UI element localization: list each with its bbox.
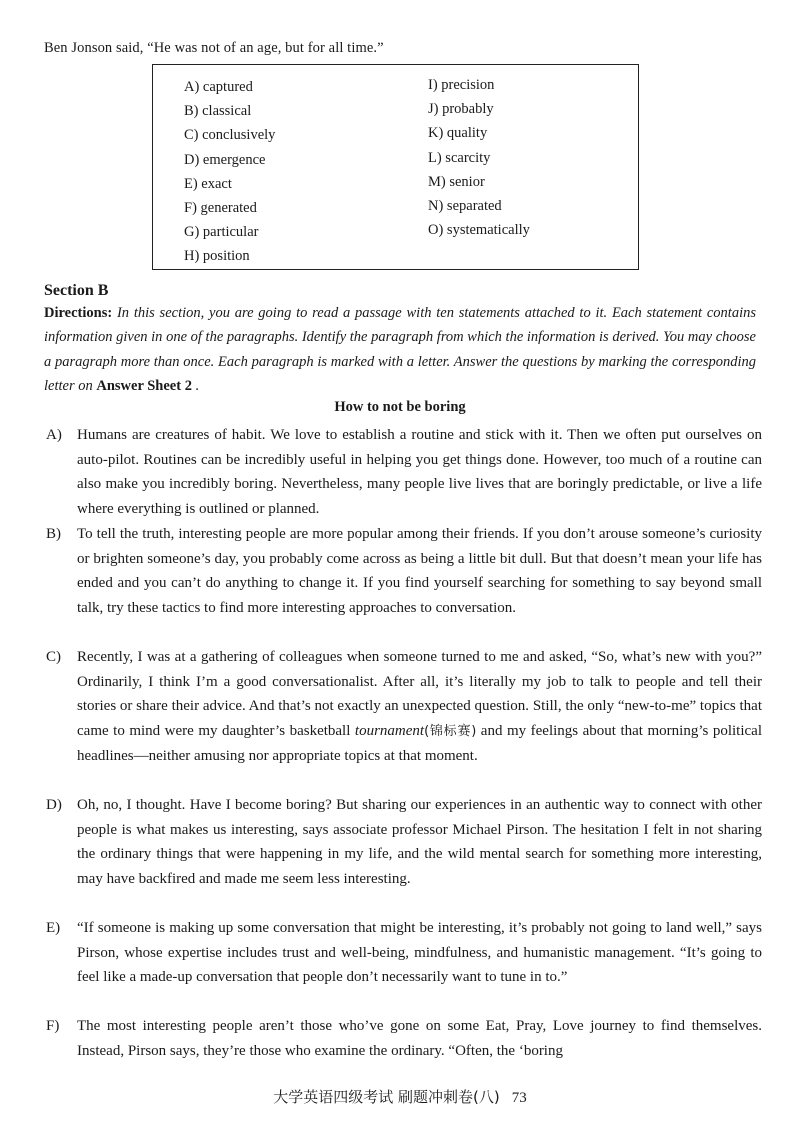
paragraph-italic-word: tournament	[354, 722, 425, 739]
paragraph-text: Humans are creatures of habit. We love to establish a routine and stick with it. Then we often put ourselves on auto-pilot. Routines can be incredibly useful in helping you get things done. However, too much of a routine can also make you incredibly boring. Nevertheless, many people live lives that are boringly predictable, or live a life where everything is outlined or planned.	[77, 427, 762, 517]
paragraph-text: and my feelings about that morning’s political headlines—neither amusing nor appropriate topics at that moment.	[77, 722, 762, 765]
passage-title: How to not be boring	[334, 399, 466, 415]
word-option: O) systematically	[428, 222, 530, 239]
paragraph-d	[44, 793, 762, 916]
directions-body: In this section, you are going to read a passage with ten statements attached to it. Each statement contains information given in one of the paragraphs. Identify the paragraph from which the information is derived. You may choose a paragraph more than once. Each paragraph is marked with a letter. Answer the questions by marking the corresponding letter on	[44, 305, 756, 394]
paragraph-text: “If someone is making up some conversation that might be interesting, it’s probably not going to land well,” says Pirson, whose expertise includes trust and well-being, mindfulness, and humanistic management. “It’s going to feel like a made-up conversation that people don’t necessarily want to tune in to.”	[77, 920, 762, 986]
word-option: B) classical	[184, 103, 252, 120]
directions	[44, 301, 756, 398]
word-option: D) emergence	[184, 151, 266, 168]
word-option: N) separated	[428, 197, 502, 214]
word-option: E) exact	[184, 175, 232, 192]
paragraph-letter: C)	[46, 649, 61, 665]
page-number: 73	[511, 1090, 527, 1106]
passage-body	[44, 423, 762, 1066]
chinese-gloss: (锦标赛)	[424, 723, 477, 739]
word-option: M) senior	[428, 173, 485, 190]
paragraph-text: The most interesting people aren’t those who’ve gone on some Eat, Pray, Love journey to find themselves. Instead, Pirson says, they’re those who examine the ordinary. “Often, the ‘boring	[77, 1018, 762, 1059]
word-option: G) particular	[184, 224, 259, 241]
section-title: Section B	[44, 282, 109, 299]
directions-end: .	[191, 377, 200, 394]
word-option: I) precision	[428, 77, 495, 93]
word-bank-left-column	[184, 75, 275, 269]
paragraph-text: Oh, no, I thought. Have I become boring? But sharing our experiences in an authentic way to connect with other people is what makes us interesting, says associate professor Michael Pirson. The hesitation I felt in not sharing the ordinary things that were happening in my life, and the wild mental search for something more interesting, may have backfired and made me seem less interesting.	[77, 797, 762, 887]
directions-lead: Directions:	[44, 305, 113, 321]
word-option: K) quality	[428, 125, 488, 142]
word-option: J) probably	[428, 101, 494, 118]
paragraph-letter: F)	[46, 1018, 60, 1034]
paragraph-c	[44, 645, 762, 793]
word-bank-right-column	[428, 73, 530, 242]
quote-line: Ben Jonson said, “He was not of an age, but for all time.”	[44, 40, 384, 56]
word-option: L) scarcity	[428, 149, 491, 166]
paragraph-e	[44, 916, 762, 1014]
word-option: A) captured	[184, 79, 253, 95]
paragraph-b	[44, 522, 762, 645]
paragraph-f	[44, 1014, 762, 1066]
answer-sheet-label: Answer Sheet 2	[96, 377, 192, 394]
word-option: C) conclusively	[184, 127, 276, 144]
page-footer	[0, 1086, 800, 1107]
paragraph-letter: E)	[46, 920, 61, 936]
paragraph-letter: A)	[46, 427, 62, 443]
paragraph-text: Recently, I was at a gathering of colleagues when someone turned to me and asked, “So, what’s new with you?” Ordinarily, I think I’m a good conversationalist. After all, it’s literally my job to talk to people and tell their stories or share their advice. And that’s not exactly an unexpected question. Still, the only “new-to-me” topics that came to mind were my daughter’s basketball	[77, 649, 762, 739]
paragraph-a	[44, 423, 762, 522]
word-option: F) generated	[184, 199, 257, 216]
book-title: 大学英语四级考试 刷题冲刺卷(八)	[273, 1088, 500, 1106]
paragraph-letter: D)	[46, 797, 62, 813]
paragraph-text: To tell the truth, interesting people are more popular among their friends. If you don’t arouse someone’s curiosity or brighten someone’s day, you probably come across as being a little bit dull. But that doesn’t mean your life has ended and you can’t do anything to change it. If you find yourself searching for something to say beyond small talk, try these tactics to find more interesting approaches to conversation.	[77, 526, 762, 616]
word-option: H) position	[184, 248, 250, 265]
word-bank-box	[152, 64, 639, 270]
paragraph-letter: B)	[46, 526, 61, 542]
